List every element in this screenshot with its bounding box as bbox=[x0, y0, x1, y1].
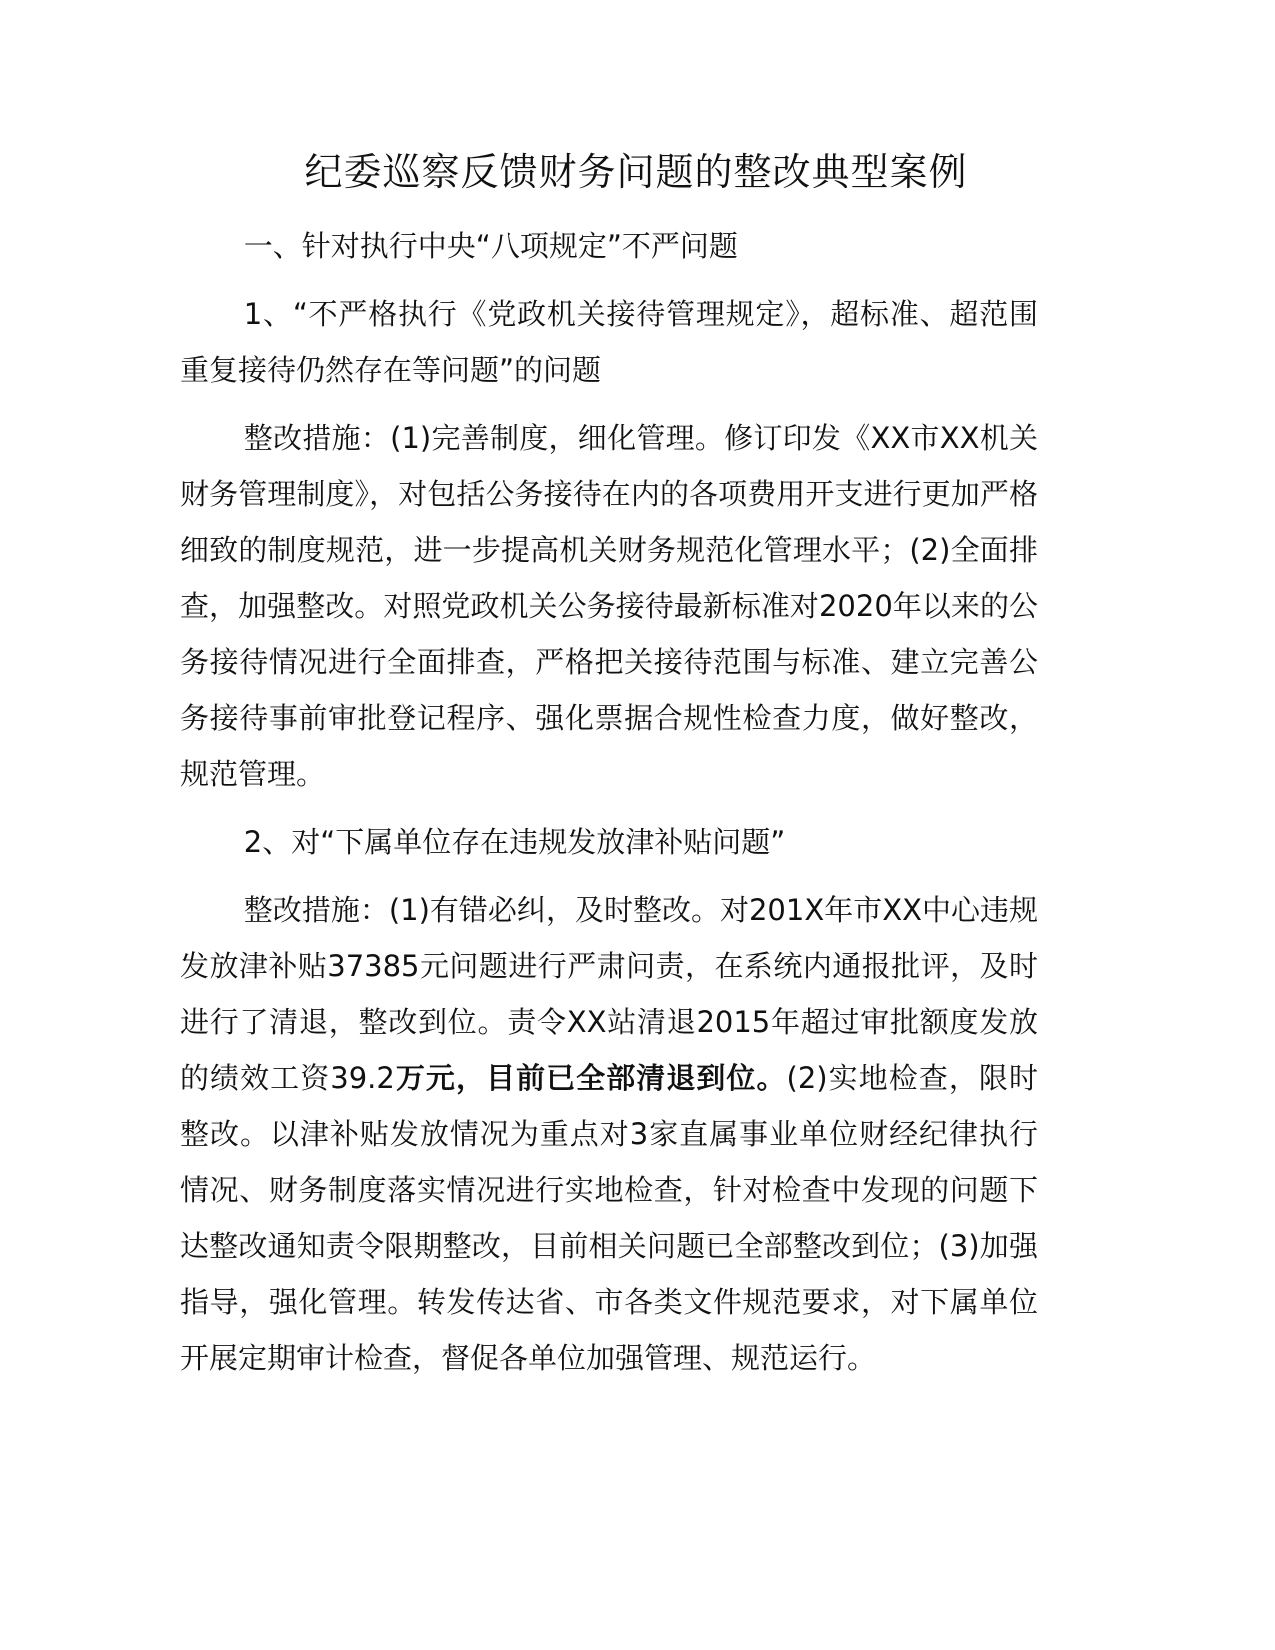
item-measures-2-text-a: 整改措施：(1)有错必纠，及时整改。对201X年市XX中心违规发放津补贴37385元问题进行严肃问责，在系统内通报批评，及时进行了清退，整改到位。责令XX站清退2015年超过审批额度发放的绩效工资39.2 bbox=[180, 893, 1038, 1095]
item-measures-2-text-b: (2)实地检查，限时整改。以津补贴发放情况为重点对3家直属事业单位财经纪律执行情况、财务制度落实情况进行实地检查，针对检查中发现的问题下达整改通知责令限期整改，目前相关问题已全部整改到位；(3)加强指导，强化管理。转发传达省、市各类文件规范要求，对下属单位开展定期审计检查，督促各单位加强管理、规范运行。 bbox=[180, 1061, 1038, 1375]
document-title: 纪委巡察反馈财务问题的整改典型案例 bbox=[304, 150, 968, 194]
item-heading-2: 2、对“下属单位存在违规发放津补贴问题” bbox=[243, 825, 786, 859]
item-measures-1: 整改措施：(1)完善制度，细化管理。修订印发《XX市XX机关财务管理制度》，对包括公务接待在内的各项费用开支进行更加严格细致的制度规范，进一步提高机关财务规范化管理水平；(2)全面排查，加强整改。对照党政机关公务接待最新标准对2020年以来的公务接待情况进行全面排查，严格把关接待范围与标准、建立完善公务接待事前审批登记程序、强化票据合规性检查力度，做好整改，规范管理。 bbox=[180, 421, 1038, 791]
item-heading-1: 1、“不严格执行《党政机关接待管理规定》，超标准、超范围重复接待仍然存在等问题”的问题 bbox=[180, 297, 1038, 387]
document-body bbox=[180, 218, 1038, 1386]
item-measures-2-bold-text: 万元，目前已全部清退到位。 bbox=[394, 1061, 787, 1095]
item-measures-2 bbox=[180, 882, 1038, 1386]
section-heading: 一、针对执行中央“八项规定”不严问题 bbox=[243, 229, 738, 263]
